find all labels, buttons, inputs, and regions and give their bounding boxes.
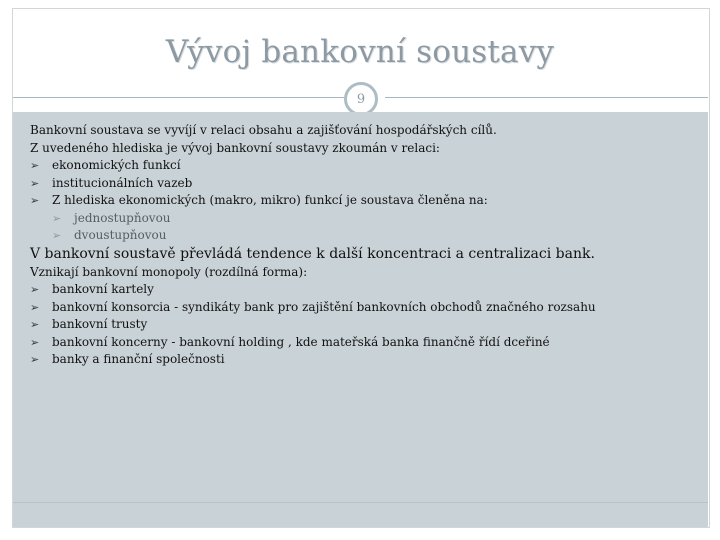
list-item: ➢ bankovní kartely	[30, 281, 700, 299]
arrow-bullet-icon: ➢	[30, 194, 40, 207]
title-divider-right	[385, 97, 708, 98]
sub-list-item: ➢ dvoustupňovou	[30, 227, 700, 245]
arrow-bullet-icon: ➢	[52, 229, 62, 242]
list-item: ➢ ekonomických funkcí	[30, 157, 700, 175]
list-item: ➢ institucionálních vazeb	[30, 175, 700, 193]
arrow-bullet-icon: ➢	[30, 318, 40, 331]
list-item: ➢ banky a finanční společnosti	[30, 351, 700, 369]
title-divider-left	[13, 97, 344, 98]
slide-title: Vývoj bankovní soustavy	[165, 34, 555, 70]
list-item: ➢ Z hlediska ekonomických (makro, mikro) funkcí je soustava členěna na:	[30, 192, 700, 210]
arrow-bullet-icon: ➢	[30, 353, 40, 366]
tendency-line: V bankovní soustavě převládá tendence k další koncentraci a centralizaci bank.	[30, 245, 595, 262]
arrow-bullet-icon: ➢	[30, 283, 40, 296]
intro-line: Bankovní soustava se vyvíjí v relaci obsahu a zajišťování hospodářských cílů.	[30, 123, 497, 137]
sub-list-item: ➢ jednostupňovou	[30, 210, 700, 228]
arrow-bullet-icon: ➢	[30, 176, 40, 190]
list-item: ➢ bankovní koncerny - bankovní holding , kde mateřská banka finančně řídí dceřiné	[30, 334, 700, 352]
footer-bar	[13, 502, 708, 527]
arrow-bullet-icon: ➢	[30, 300, 40, 314]
list-item: ➢ bankovní trusty	[30, 316, 700, 334]
arrow-bullet-icon: ➢	[52, 211, 62, 225]
list-item: ➢ bankovní konsorcia - syndikáty bank pro zajištění bankovních obchodů značného rozsahu	[30, 299, 700, 317]
arrow-bullet-icon: ➢	[30, 335, 40, 349]
monopoly-intro-line: Vznikají bankovní monopoly (rozdílná forma):	[30, 264, 308, 279]
slide-body	[30, 122, 700, 369]
arrow-bullet-icon: ➢	[30, 159, 40, 172]
relation-intro-line: Z uvedeného hlediska je vývoj bankovní soustavy zkoumán v relaci:	[30, 140, 440, 155]
page-number-badge: 9	[344, 82, 378, 116]
